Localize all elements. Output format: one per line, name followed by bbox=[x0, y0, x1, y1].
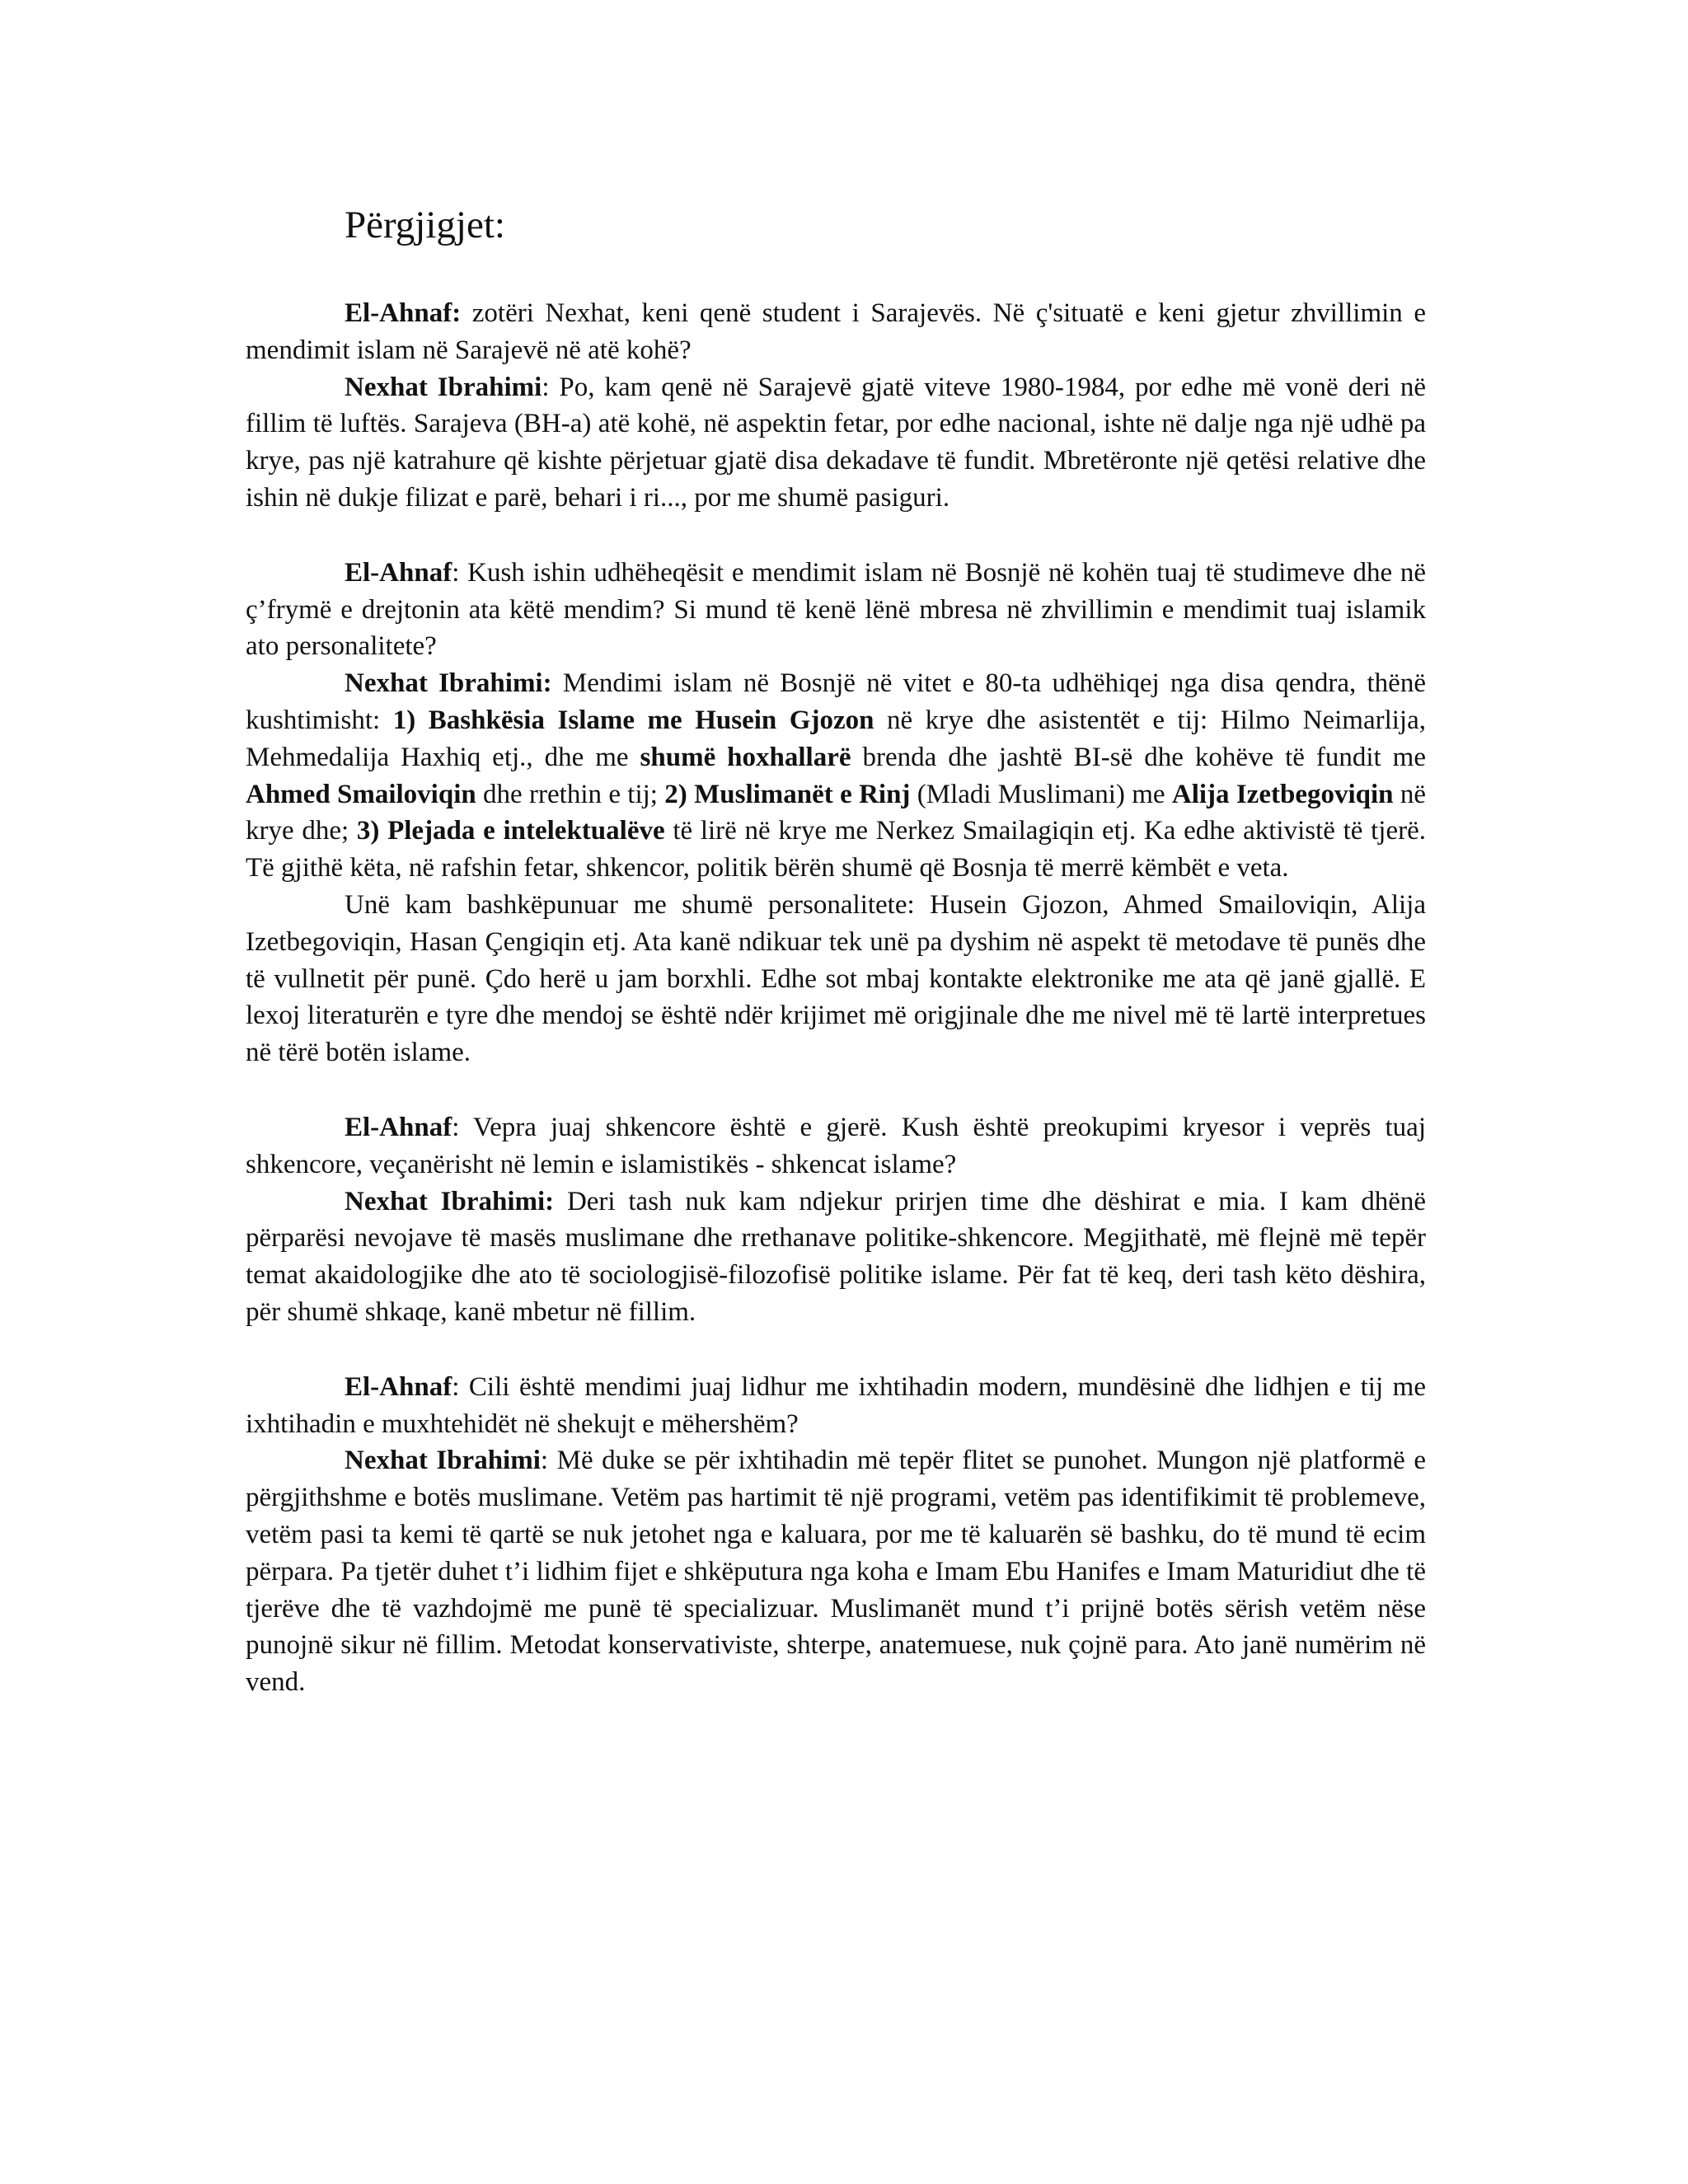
question-paragraph bbox=[246, 1369, 1426, 1443]
respondent-name: Nexhat Ibrahimi bbox=[345, 372, 542, 402]
qa-block bbox=[246, 1109, 1426, 1331]
answer-text: : Më duke se për ixhtihadin më tepër flitet se punohet. Mungon një platformë e përgjithshme e botës muslimane. Vetëm pas hartimit të një programi, vetëm pas identifikimit të problemeve, vetëm pasi ta kemi të qartë se nuk jetohet nga e kaluara, por me të kaluarën së bashku, do të mund të ecim përpara. Pa tjetër duhet t’i lidhim fijet e shkëputura nga koha e Imam Ebu Hanifes e Imam Maturidiut dhe të tjerëve dhe të vazhdojmë me punë të specializuar. Muslimanët mund t’i prijnë botës sërish vetëm nëse punojnë sikur në fillim. Metodat konservativiste, shterpe, anatemuese, nuk çojnë para. Ato janë numërim në vend. bbox=[246, 1446, 1426, 1698]
interview-content bbox=[246, 295, 1426, 1701]
answer-text: (Mladi Muslimani) me bbox=[910, 779, 1172, 809]
interviewer-name: El-Ahnaf: bbox=[345, 298, 462, 328]
answer-text: : Po, kam qenë në Sarajevë gjatë viteve 1980-1984, por edhe më vonë deri në fillim të luftës. Sarajeva (BH-a) atë kohë, në aspektin fetar, por edhe nacional, ishte në dalje nga një udhë pa krye, pas një katrahure që kishte përjetuar gjatë disa dekadave të fundit. Mbretëronte një qetësi relative dhe ishin në dukje filizat e parë, behari i ri..., por me shumë pasiguri. bbox=[246, 372, 1427, 513]
interviewer-name: El-Ahnaf bbox=[345, 557, 452, 588]
answer-paragraph bbox=[246, 665, 1426, 887]
question-text: : Cili është mendimi juaj lidhur me ixhtihadin modern, mundësinë dhe lidhjen e tij me ixhtihadin e muxhtehidët në shekujt e mëhershëm? bbox=[246, 1371, 1426, 1439]
answer-paragraph bbox=[246, 369, 1426, 517]
answer-text: dhe rrethin e tij; bbox=[476, 779, 665, 809]
emphasis-text: 1) Bashkësia Islame me Husein Gjozon bbox=[392, 705, 874, 735]
qa-block bbox=[246, 295, 1426, 517]
answer-paragraph bbox=[246, 1183, 1426, 1331]
respondent-name: Nexhat Ibrahimi bbox=[345, 1446, 541, 1476]
answer-text: brenda dhe jashtë BI-së dhe kohëve të fundit me bbox=[851, 742, 1427, 772]
answer-paragraph bbox=[246, 1442, 1426, 1701]
emphasis-text: Ahmed Smailoviqin bbox=[246, 779, 476, 809]
answer-text: në krye dhe asistentët e tij: Hilmo Neimarlija, Mehmedalija Haxhiq etj., dhe me bbox=[246, 705, 1426, 772]
emphasis-text: 3) Plejada e intelektualëve bbox=[356, 816, 665, 846]
qa-block bbox=[246, 1369, 1426, 1701]
answer-paragraph bbox=[246, 887, 1426, 1071]
emphasis-text: shumë hoxhallarë bbox=[640, 742, 851, 772]
question-text: : Kush ishin udhëheqësit e mendimit islam në Bosnjë në kohën tuaj të studimeve dhe në ç’frymë e drejtonin ata këtë mendim? Si mund të kenë lënë mbresa në zhvillimin e mendimit tuaj islamik ato personalitete? bbox=[246, 557, 1426, 662]
question-text: zotëri Nexhat, keni qenë student i Sarajevës. Në ç'situatë e keni gjetur zhvillimin e mendimit islam në Sarajevë në atë kohë? bbox=[246, 298, 1426, 365]
answer-text: të lirë në krye me Nerkez Smailagiqin etj. Ka edhe aktivistë të tjerë. Të gjithë këta, në rafshin fetar, shkencor, politik bërën shumë që Bosnja të merrë këmbët e veta. bbox=[246, 816, 1427, 883]
interviewer-name: El-Ahnaf bbox=[345, 1371, 452, 1402]
qa-block bbox=[246, 555, 1426, 1071]
respondent-name: Nexhat Ibrahimi: bbox=[345, 668, 552, 699]
question-paragraph bbox=[246, 295, 1426, 369]
emphasis-text: 2) Muslimanët e Rinj bbox=[664, 779, 911, 809]
question-paragraph bbox=[246, 1109, 1426, 1183]
question-paragraph bbox=[246, 555, 1426, 665]
answer-text: në krye dhe; bbox=[246, 779, 1426, 846]
page-title: Përgjigjet: bbox=[345, 204, 505, 246]
emphasis-text: Alija Izetbegoviqin bbox=[1171, 779, 1394, 809]
respondent-name: Nexhat Ibrahimi: bbox=[345, 1186, 555, 1216]
question-text: : Vepra juaj shkencore është e gjerë. Kush është preokupimi kryesor i veprës tuaj shkencore, veçanërisht në lemin e islamistikës - shkencat islame? bbox=[246, 1112, 1426, 1179]
answer-text: Mendimi islam në Bosnjë në vitet e 80-ta udhëhiqej nga disa qendra, thënë kushtimisht: bbox=[246, 668, 1426, 735]
answer-text: Unë kam bashkëpunuar me shumë personalitete: Husein Gjozon, Ahmed Smailoviqin, Alija Izetbegoviqin, Hasan Çengiqin etj. Ata kanë ndikuar tek unë pa dyshim në aspekt të metodave të punës dhe të vullnetit për punë. Çdo herë u jam borxhli. Edhe sot mbaj kontakte elektronike me ata që janë gjallë. E lexoj literaturën e tyre dhe mendoj se është ndër krijimet më origjinale dhe me nivel më të lartë interpretues në tërë botën islame. bbox=[246, 889, 1426, 1068]
answer-text: Deri tash nuk kam ndjekur prirjen time dhe dëshirat e mia. I kam dhënë përparësi nevojave të masës muslimane dhe rrethanave politike-shkencore. Megjithatë, më flejnë më tepër temat akaidologjike dhe ato të sociologjisë-filozofisë politike islame. Për fat të keq, deri tash këto dëshira, për shumë shkaqe, kanë mbetur në fillim. bbox=[246, 1186, 1426, 1327]
interviewer-name: El-Ahnaf bbox=[345, 1112, 452, 1142]
